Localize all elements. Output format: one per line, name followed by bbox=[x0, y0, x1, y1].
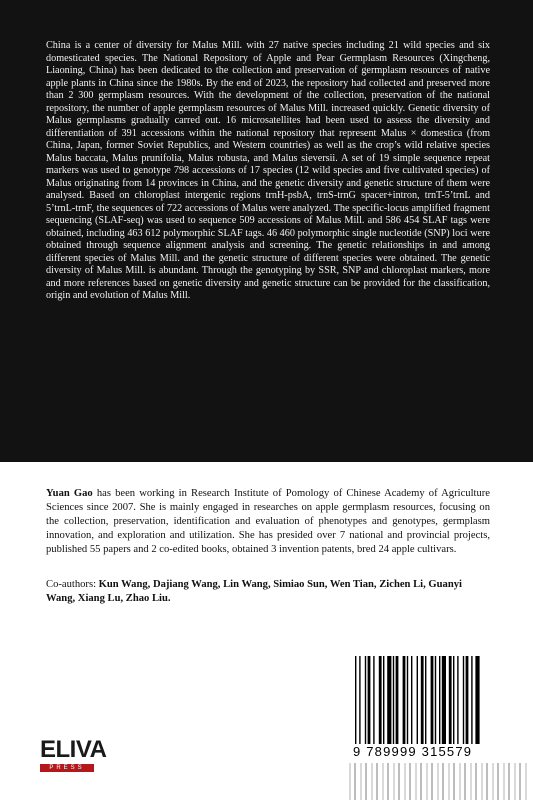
publisher-name: ELIVA bbox=[40, 736, 107, 763]
barcode-bar bbox=[475, 656, 479, 744]
author-bio-text: has been working in Research Institute of Pomology of Chinese Academy of Agriculture Sciences since 2007. She is mainly engaged in researches on apple germplasm resources, focusing on the collection, preservation, identification and evaluation of phenotypes and genotypes, germplasm innovation, and exploration and utilization. She has presided over 7 national and provincial projects, published 55 papers and 2 co-edited books, obtained 3 invention patents, bred 24 apple cultivars. bbox=[46, 488, 490, 555]
barcode-bar bbox=[471, 656, 472, 744]
barcode-bar bbox=[442, 656, 446, 744]
barcode-bar bbox=[449, 656, 452, 744]
coauthors-label: Co-authors: bbox=[46, 579, 99, 590]
barcode-bar bbox=[387, 656, 391, 744]
barcode-bar bbox=[365, 656, 366, 744]
barcode-bar bbox=[379, 656, 382, 744]
isbn-barcode bbox=[349, 656, 527, 800]
barcode-decoration bbox=[349, 763, 527, 800]
barcode-bar bbox=[411, 656, 412, 744]
barcode-bar bbox=[466, 656, 469, 744]
coauthors-names: Kun Wang, Dajiang Wang, Lin Wang, Simiao Sun, Wen Tian, Zichen Li, Guanyi Wang, Xiang Lu, Zhao Liu. bbox=[46, 579, 462, 604]
barcode-bar bbox=[453, 656, 454, 744]
barcode-bars bbox=[349, 656, 527, 744]
author-bio bbox=[46, 487, 490, 557]
abstract-text: China is a center of diversity for Malus Mill. with 27 native species including 21 wild species and six domesticated species. The National Repository of Apple and Pear Germplasm Resources (Xingcheng, Liaoning, China) has been dedicated to the collection and preservation of germplasm resources of native apple plants in China since the 1980s. By the end of 2023, the repository had collected and preserved more than 2 300 germplasm resources. With the development of the collection, preservation of the national repository, the number of apple germplasm resources of Malus Mill. increased quickly. Genetic diversity of Malus germplasms gradually carred out. 16 microsatellites had been used to assess the diversity and differentiation of 391 accessions within the national repository that represent Malus × domestica (from China, Japan, former Soviet Republics, and Western countries) as well as the crop’s wild relative species Malus baccata, Malus prunifolia, Malus robusta, and Malus sieversii. A set of 19 simple sequence repeat markers was used to genotype 798 accessions of 17 species (12 wild species and five cultivated species) of Malus originating from 14 provinces in China, and the genetic diversity and genetic structure of them were analysed. Based on chloroplast intergenic regions trnH-psbA, trnS-trnG spacer+intron, trnT-5’trnL and 5’trnL-trnF, the sequences of 722 accessions of Malus were analyzed. The specific-locus amplified fragment sequencing (SLAF-seq) was used to sequence 509 accessions of Malus Mill. and 586 454 SLAF tags were obtained, including 463 612 polymorphic SLAF tags. 46 460 polymorphic single nucleotide (SNP) loci were obtained through sequence alignment analysis and screening. The genetic relationships in and among different species of Malus Mill. and the genetic structure of different species were obtained. The genetic diversity of Malus Mill. is abundant. Through the genotyping by SSR, SNP and chloroplast markers, more and more references based on genetic diversity and genetic structure can be provided for the classification, origin and evolution of Malus Mill. bbox=[46, 40, 490, 301]
barcode-bar bbox=[403, 656, 406, 744]
barcode-bar bbox=[425, 656, 426, 744]
author-name: Yuan Gao bbox=[46, 488, 93, 499]
barcode-bar bbox=[407, 656, 408, 744]
barcode-bar bbox=[417, 656, 418, 744]
publisher-sub: PRESS bbox=[40, 764, 94, 772]
barcode-bar bbox=[431, 656, 434, 744]
barcode-bar bbox=[421, 656, 424, 744]
coauthors bbox=[46, 578, 490, 606]
barcode-bar bbox=[373, 656, 374, 744]
barcode-bar bbox=[355, 656, 356, 744]
barcode-bar bbox=[368, 656, 371, 744]
barcode-bar bbox=[463, 656, 464, 744]
barcode-bar bbox=[396, 656, 399, 744]
barcode-bar bbox=[439, 656, 440, 744]
barcode-bar bbox=[457, 656, 458, 744]
barcode-bar bbox=[359, 656, 360, 744]
publisher-logo bbox=[40, 736, 107, 790]
barcode-bar bbox=[435, 656, 436, 744]
isbn-digits: 9 789999 315579 bbox=[353, 744, 473, 759]
barcode-bar bbox=[393, 656, 394, 744]
barcode-bar bbox=[383, 656, 384, 744]
